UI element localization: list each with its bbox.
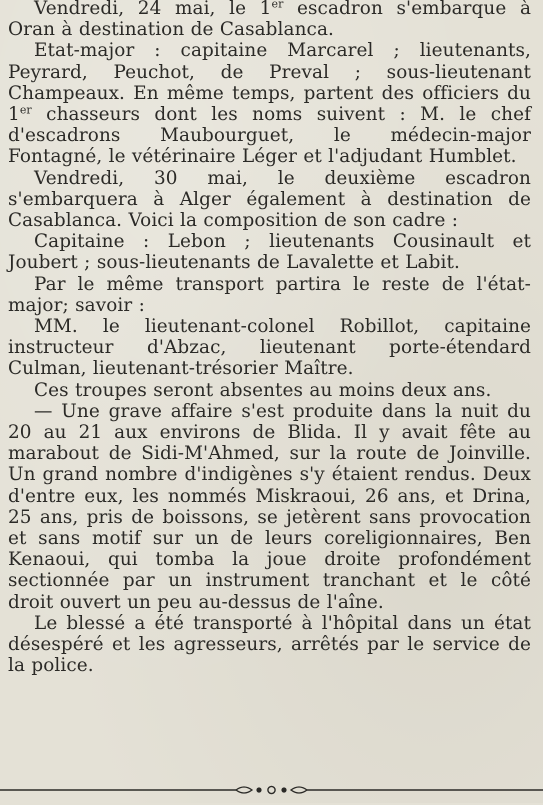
paragraph-remaining-staff: Par le même transport partira le reste de l'état-major; savoir : [8, 273, 531, 316]
paragraph-victim-hospital: Le blessé a été transporté à l'hôpital dans un état désespéré et les agresseurs, arrêtés par le service de la police. [8, 612, 531, 677]
paragraph-staff-names: MM. le lieutenant-colonel Robillot, capitaine instructeur d'Abzac, lieutenant porte-étendard Culman, lieutenant-trésorier Maître. [8, 316, 531, 380]
paragraph-second-squadron: Vendredi, 30 mai, le deuxième escadron s'embarquera à Alger également à destination de Casablanca. Voici la composition de son cadre : [8, 167, 531, 232]
ordinal-superscript: er [19, 103, 32, 117]
article-body [8, 0, 531, 677]
paragraph-text: escadron s'embarque à Oran à destination de Casablanca. [8, 0, 532, 41]
paragraph-text: Etat-major : capitaine Marcarel ; lieutenants, Peyrard, Peuchot, de Preval ; sous-lieutenant Champeaux. En même temps, partent des officiers du 1 [8, 40, 531, 126]
paragraph-departure-first-squadron [8, 0, 531, 40]
paragraph-absence-duration: Ces troupes seront absentes au moins deux ans. [34, 379, 492, 401]
paragraph-staff-officers [8, 40, 531, 167]
paragraph-text: Vendredi, 24 mai, le 1 [34, 0, 272, 19]
paragraph-text: chasseurs dont les noms suivent : M. le chef d'escadrons Maubourguet, le médecin-major Fontagné, le vétérinaire Léger et l'adjudant Humblet. [8, 104, 531, 168]
ordinal-superscript: er [271, 0, 284, 11]
paragraph-blida-incident: — Une grave affaire s'est produite dans la nuit du 20 au 21 aux environs de Blida. Il y avait fête au marabout de Sidi-M'Ahmed, sur la route de Joinville. Un grand nombre d'indigènes s'y étaient rendus. Deux d'entre eux, les nommés Miskraoui, 26 ans, et Drina, 25 ans, pris de boissons, se jetèrent sans provocation et sans motif sur un de leurs coreligionnaires, Ben Kenaoui, qui tomba la joue droite profondément sectionnée par un instrument tranchant et le côté droit ouvert un peu au-dessus de l'aîne. [8, 400, 531, 613]
paragraph-second-squadron-cadre: Capitaine : Lebon ; lieutenants Cousinault et Joubert ; sous-lieutenants de Lavalette et Labit. [8, 231, 531, 274]
ornamental-rule-icon [0, 783, 543, 797]
